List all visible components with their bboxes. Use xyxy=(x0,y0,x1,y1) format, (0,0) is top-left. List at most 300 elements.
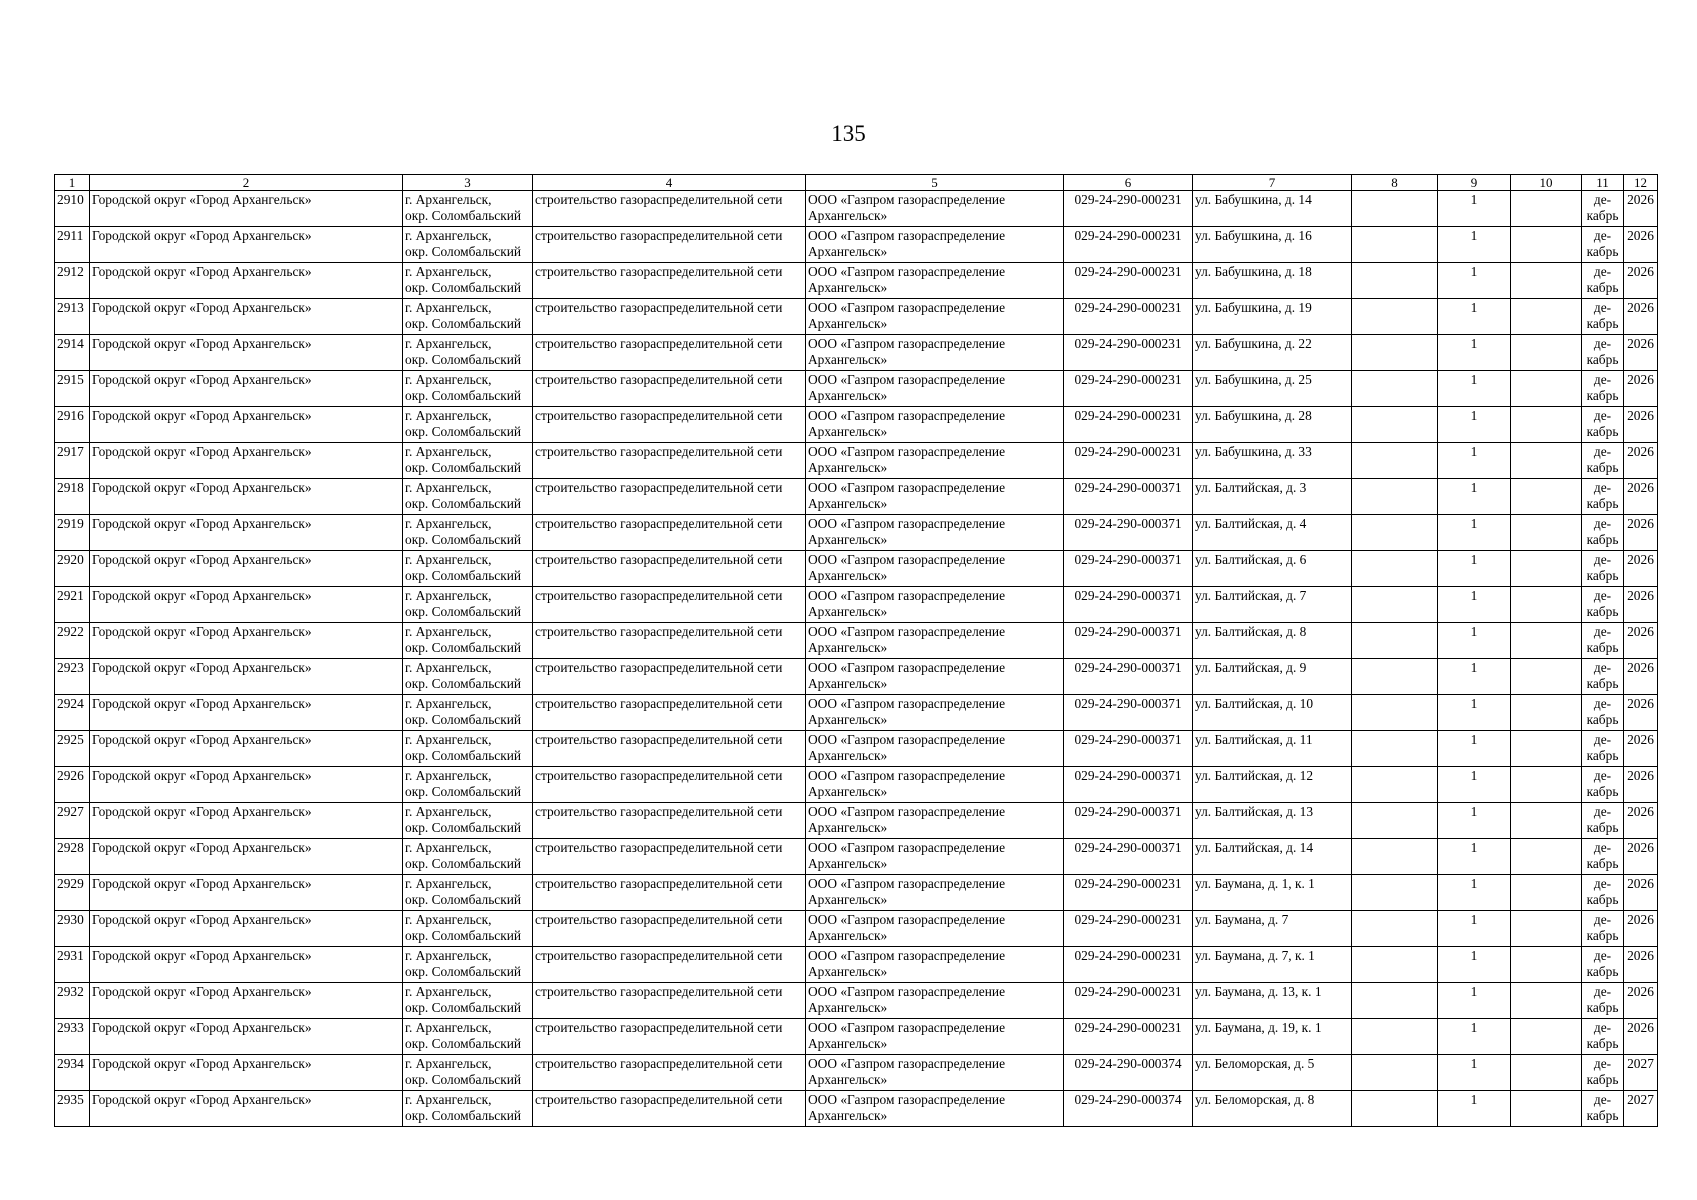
address-cell: ул. Балтийская, д. 3 xyxy=(1193,479,1352,515)
count-cell: 1 xyxy=(1438,335,1511,371)
column-8-cell xyxy=(1352,731,1438,767)
month-part-2: кабрь xyxy=(1586,676,1619,691)
organization-name: ООО «Газпром газораспределение xyxy=(808,444,1006,459)
month-cell xyxy=(1582,659,1624,695)
work-type-cell: строительство газораспределительной сети xyxy=(533,911,806,947)
organization-name: ООО «Газпром газораспределение xyxy=(808,480,1006,495)
municipality-cell: Городской округ «Город Архангельск» xyxy=(90,227,403,263)
address-cell: ул. Балтийская, д. 12 xyxy=(1193,767,1352,803)
month-cell xyxy=(1582,551,1624,587)
column-header: 8 xyxy=(1352,175,1438,191)
month-cell xyxy=(1582,335,1624,371)
month-part-2: кабрь xyxy=(1586,280,1619,295)
locality-district: окр. Соломбальский xyxy=(405,856,522,871)
year-cell: 2026 xyxy=(1624,227,1658,263)
table-row xyxy=(55,551,1658,587)
object-code-cell: 029-24-290-000231 xyxy=(1064,875,1193,911)
table-row xyxy=(55,767,1658,803)
month-part-1: де- xyxy=(1593,1092,1612,1107)
locality-district: окр. Соломбальский xyxy=(405,712,522,727)
column-header: 10 xyxy=(1511,175,1582,191)
column-header: 3 xyxy=(403,175,533,191)
organization-name: ООО «Газпром газораспределение xyxy=(808,588,1006,603)
year-cell: 2026 xyxy=(1624,659,1658,695)
month-part-2: кабрь xyxy=(1586,352,1619,367)
organization-cell xyxy=(806,1019,1064,1055)
organization-cell xyxy=(806,695,1064,731)
organization-cell xyxy=(806,587,1064,623)
object-code-cell: 029-24-290-000371 xyxy=(1064,587,1193,623)
organization-cell xyxy=(806,407,1064,443)
column-10-cell xyxy=(1511,263,1582,299)
locality-cell xyxy=(403,335,533,371)
work-type-cell: строительство газораспределительной сети xyxy=(533,227,806,263)
month-part-1: де- xyxy=(1593,1056,1612,1071)
month-part-2: кабрь xyxy=(1586,208,1619,223)
organization-name: ООО «Газпром газораспределение xyxy=(808,876,1006,891)
object-code-cell: 029-24-290-000231 xyxy=(1064,335,1193,371)
table-row xyxy=(55,875,1658,911)
column-10-cell xyxy=(1511,1091,1582,1127)
month-part-2: кабрь xyxy=(1586,388,1619,403)
month-part-1: де- xyxy=(1593,804,1612,819)
organization-region: Архангельск» xyxy=(808,1108,888,1123)
month-part-1: де- xyxy=(1593,768,1612,783)
month-part-2: кабрь xyxy=(1586,1072,1619,1087)
organization-region: Архангельск» xyxy=(808,388,888,403)
organization-name: ООО «Газпром газораспределение xyxy=(808,1056,1006,1071)
row-number: 2926 xyxy=(55,767,90,803)
month-part-2: кабрь xyxy=(1586,316,1619,331)
table-row xyxy=(55,695,1658,731)
municipality-cell: Городской округ «Город Архангельск» xyxy=(90,911,403,947)
count-cell: 1 xyxy=(1438,839,1511,875)
year-cell: 2026 xyxy=(1624,875,1658,911)
month-part-1: де- xyxy=(1593,228,1612,243)
address-cell: ул. Бабушкина, д. 22 xyxy=(1193,335,1352,371)
address-cell: ул. Баумана, д. 19, к. 1 xyxy=(1193,1019,1352,1055)
table-row xyxy=(55,947,1658,983)
work-type-cell: строительство газораспределительной сети xyxy=(533,1055,806,1091)
organization-region: Архангельск» xyxy=(808,496,888,511)
object-code-cell: 029-24-290-000371 xyxy=(1064,515,1193,551)
year-cell: 2026 xyxy=(1624,695,1658,731)
column-10-cell xyxy=(1511,1055,1582,1091)
organization-name: ООО «Газпром газораспределение xyxy=(808,912,1006,927)
organization-cell xyxy=(806,803,1064,839)
row-number: 2927 xyxy=(55,803,90,839)
address-cell: ул. Балтийская, д. 4 xyxy=(1193,515,1352,551)
organization-region: Архангельск» xyxy=(808,244,888,259)
locality-district: окр. Соломбальский xyxy=(405,1036,522,1051)
month-cell xyxy=(1582,839,1624,875)
locality-city: г. Архангельск, xyxy=(405,1092,492,1107)
count-cell: 1 xyxy=(1438,263,1511,299)
organization-cell xyxy=(806,479,1064,515)
locality-district: окр. Соломбальский xyxy=(405,820,522,835)
count-cell: 1 xyxy=(1438,1091,1511,1127)
year-cell: 2026 xyxy=(1624,443,1658,479)
month-cell xyxy=(1582,731,1624,767)
address-cell: ул. Бабушкина, д. 28 xyxy=(1193,407,1352,443)
year-cell: 2026 xyxy=(1624,515,1658,551)
month-cell xyxy=(1582,587,1624,623)
work-type-cell: строительство газораспределительной сети xyxy=(533,587,806,623)
locality-city: г. Архангельск, xyxy=(405,804,492,819)
count-cell: 1 xyxy=(1438,227,1511,263)
organization-cell xyxy=(806,263,1064,299)
year-cell: 2026 xyxy=(1624,479,1658,515)
organization-region: Архангельск» xyxy=(808,676,888,691)
work-type-cell: строительство газораспределительной сети xyxy=(533,407,806,443)
month-part-1: де- xyxy=(1593,300,1612,315)
locality-cell xyxy=(403,191,533,227)
locality-district: окр. Соломбальский xyxy=(405,388,522,403)
column-header: 5 xyxy=(806,175,1064,191)
month-cell xyxy=(1582,407,1624,443)
column-10-cell xyxy=(1511,803,1582,839)
locality-cell xyxy=(403,1019,533,1055)
address-cell: ул. Баумана, д. 7, к. 1 xyxy=(1193,947,1352,983)
locality-district: окр. Соломбальский xyxy=(405,604,522,619)
municipality-cell: Городской округ «Город Архангельск» xyxy=(90,191,403,227)
locality-cell xyxy=(403,803,533,839)
row-number: 2924 xyxy=(55,695,90,731)
month-part-2: кабрь xyxy=(1586,424,1619,439)
object-code-cell: 029-24-290-000231 xyxy=(1064,227,1193,263)
work-type-cell: строительство газораспределительной сети xyxy=(533,947,806,983)
organization-name: ООО «Газпром газораспределение xyxy=(808,300,1006,315)
month-part-1: де- xyxy=(1593,264,1612,279)
count-cell: 1 xyxy=(1438,1019,1511,1055)
month-part-1: де- xyxy=(1593,912,1612,927)
locality-cell xyxy=(403,767,533,803)
work-type-cell: строительство газораспределительной сети xyxy=(533,1019,806,1055)
organization-region: Архангельск» xyxy=(808,892,888,907)
column-10-cell xyxy=(1511,587,1582,623)
locality-city: г. Архангельск, xyxy=(405,984,492,999)
organization-name: ООО «Газпром газораспределение xyxy=(808,660,1006,675)
row-number: 2923 xyxy=(55,659,90,695)
table-row xyxy=(55,1055,1658,1091)
object-code-cell: 029-24-290-000371 xyxy=(1064,659,1193,695)
locality-city: г. Архангельск, xyxy=(405,480,492,495)
row-number: 2928 xyxy=(55,839,90,875)
address-cell: ул. Бабушкина, д. 25 xyxy=(1193,371,1352,407)
column-10-cell xyxy=(1511,659,1582,695)
object-code-cell: 029-24-290-000231 xyxy=(1064,947,1193,983)
row-number: 2911 xyxy=(55,227,90,263)
count-cell: 1 xyxy=(1438,551,1511,587)
month-cell xyxy=(1582,227,1624,263)
organization-cell xyxy=(806,191,1064,227)
table-row xyxy=(55,983,1658,1019)
locality-cell xyxy=(403,551,533,587)
organization-region: Архангельск» xyxy=(808,280,888,295)
locality-city: г. Архангельск, xyxy=(405,840,492,855)
locality-district: окр. Соломбальский xyxy=(405,748,522,763)
month-cell xyxy=(1582,911,1624,947)
address-cell: ул. Балтийская, д. 8 xyxy=(1193,623,1352,659)
organization-cell xyxy=(806,659,1064,695)
work-type-cell: строительство газораспределительной сети xyxy=(533,551,806,587)
organization-name: ООО «Газпром газораспределение xyxy=(808,732,1006,747)
month-part-1: де- xyxy=(1593,660,1612,675)
register-table xyxy=(54,174,1658,1127)
row-number: 2930 xyxy=(55,911,90,947)
column-10-cell xyxy=(1511,407,1582,443)
locality-city: г. Архангельск, xyxy=(405,768,492,783)
column-8-cell xyxy=(1352,875,1438,911)
column-8-cell xyxy=(1352,443,1438,479)
column-10-cell xyxy=(1511,983,1582,1019)
locality-cell xyxy=(403,515,533,551)
month-part-2: кабрь xyxy=(1586,712,1619,727)
locality-cell xyxy=(403,227,533,263)
column-10-cell xyxy=(1511,443,1582,479)
month-part-2: кабрь xyxy=(1586,964,1619,979)
organization-name: ООО «Газпром газораспределение xyxy=(808,804,1006,819)
column-header: 2 xyxy=(90,175,403,191)
month-part-1: де- xyxy=(1593,1020,1612,1035)
month-part-2: кабрь xyxy=(1586,856,1619,871)
count-cell: 1 xyxy=(1438,875,1511,911)
month-part-1: де- xyxy=(1593,372,1612,387)
address-cell: ул. Бабушкина, д. 18 xyxy=(1193,263,1352,299)
organization-region: Архангельск» xyxy=(808,1036,888,1051)
table-row xyxy=(55,443,1658,479)
locality-district: окр. Соломбальский xyxy=(405,1000,522,1015)
table-row xyxy=(55,407,1658,443)
organization-name: ООО «Газпром газораспределение xyxy=(808,372,1006,387)
work-type-cell: строительство газораспределительной сети xyxy=(533,695,806,731)
month-cell xyxy=(1582,947,1624,983)
organization-cell xyxy=(806,335,1064,371)
column-header: 4 xyxy=(533,175,806,191)
column-8-cell xyxy=(1352,227,1438,263)
table-row xyxy=(55,587,1658,623)
row-number: 2929 xyxy=(55,875,90,911)
municipality-cell: Городской округ «Город Архангельск» xyxy=(90,983,403,1019)
month-part-2: кабрь xyxy=(1586,820,1619,835)
year-cell: 2026 xyxy=(1624,191,1658,227)
table-row xyxy=(55,191,1658,227)
column-header: 9 xyxy=(1438,175,1511,191)
address-cell: ул. Баумана, д. 1, к. 1 xyxy=(1193,875,1352,911)
locality-cell xyxy=(403,623,533,659)
locality-district: окр. Соломбальский xyxy=(405,316,522,331)
organization-cell xyxy=(806,371,1064,407)
column-10-cell xyxy=(1511,875,1582,911)
organization-region: Архангельск» xyxy=(808,568,888,583)
municipality-cell: Городской округ «Город Архангельск» xyxy=(90,839,403,875)
locality-district: окр. Соломбальский xyxy=(405,892,522,907)
organization-region: Архангельск» xyxy=(808,640,888,655)
year-cell: 2026 xyxy=(1624,263,1658,299)
locality-district: окр. Соломбальский xyxy=(405,928,522,943)
month-part-2: кабрь xyxy=(1586,460,1619,475)
organization-region: Архангельск» xyxy=(808,1000,888,1015)
month-part-1: де- xyxy=(1593,480,1612,495)
column-10-cell xyxy=(1511,947,1582,983)
object-code-cell: 029-24-290-000231 xyxy=(1064,443,1193,479)
column-10-cell xyxy=(1511,695,1582,731)
object-code-cell: 029-24-290-000371 xyxy=(1064,479,1193,515)
work-type-cell: строительство газораспределительной сети xyxy=(533,731,806,767)
row-number: 2922 xyxy=(55,623,90,659)
address-cell: ул. Балтийская, д. 13 xyxy=(1193,803,1352,839)
object-code-cell: 029-24-290-000231 xyxy=(1064,407,1193,443)
row-number: 2919 xyxy=(55,515,90,551)
month-part-2: кабрь xyxy=(1586,604,1619,619)
year-cell: 2026 xyxy=(1624,1019,1658,1055)
work-type-cell: строительство газораспределительной сети xyxy=(533,335,806,371)
table-row xyxy=(55,371,1658,407)
municipality-cell: Городской округ «Город Архангельск» xyxy=(90,875,403,911)
organization-name: ООО «Газпром газораспределение xyxy=(808,948,1006,963)
locality-cell xyxy=(403,1091,533,1127)
count-cell: 1 xyxy=(1438,947,1511,983)
table-body xyxy=(55,191,1658,1127)
count-cell: 1 xyxy=(1438,191,1511,227)
object-code-cell: 029-24-290-000374 xyxy=(1064,1055,1193,1091)
table-row xyxy=(55,335,1658,371)
month-part-1: де- xyxy=(1593,336,1612,351)
object-code-cell: 029-24-290-000231 xyxy=(1064,911,1193,947)
month-part-2: кабрь xyxy=(1586,748,1619,763)
organization-name: ООО «Газпром газораспределение xyxy=(808,984,1006,999)
municipality-cell: Городской округ «Город Архангельск» xyxy=(90,767,403,803)
locality-district: окр. Соломбальский xyxy=(405,1072,522,1087)
table-row xyxy=(55,839,1658,875)
organization-region: Архангельск» xyxy=(808,208,888,223)
locality-city: г. Архангельск, xyxy=(405,300,492,315)
month-part-2: кабрь xyxy=(1586,1108,1619,1123)
month-part-1: де- xyxy=(1593,408,1612,423)
column-10-cell xyxy=(1511,551,1582,587)
month-cell xyxy=(1582,191,1624,227)
organization-cell xyxy=(806,1091,1064,1127)
row-number: 2934 xyxy=(55,1055,90,1091)
locality-district: окр. Соломбальский xyxy=(405,568,522,583)
locality-cell xyxy=(403,443,533,479)
object-code-cell: 029-24-290-000231 xyxy=(1064,371,1193,407)
organization-region: Архангельск» xyxy=(808,316,888,331)
year-cell: 2026 xyxy=(1624,803,1658,839)
month-part-1: де- xyxy=(1593,552,1612,567)
column-8-cell xyxy=(1352,335,1438,371)
object-code-cell: 029-24-290-000374 xyxy=(1064,1091,1193,1127)
address-cell: ул. Балтийская, д. 14 xyxy=(1193,839,1352,875)
municipality-cell: Городской округ «Город Архангельск» xyxy=(90,1055,403,1091)
address-cell: ул. Баумана, д. 13, к. 1 xyxy=(1193,983,1352,1019)
column-8-cell xyxy=(1352,659,1438,695)
column-8-cell xyxy=(1352,695,1438,731)
month-part-1: де- xyxy=(1593,696,1612,711)
table-row xyxy=(55,263,1658,299)
row-number: 2910 xyxy=(55,191,90,227)
work-type-cell: строительство газораспределительной сети xyxy=(533,479,806,515)
table-row xyxy=(55,227,1658,263)
work-type-cell: строительство газораспределительной сети xyxy=(533,767,806,803)
row-number: 2931 xyxy=(55,947,90,983)
column-8-cell xyxy=(1352,299,1438,335)
column-8-cell xyxy=(1352,479,1438,515)
municipality-cell: Городской округ «Город Архангельск» xyxy=(90,335,403,371)
locality-district: окр. Соломбальский xyxy=(405,784,522,799)
municipality-cell: Городской округ «Город Архангельск» xyxy=(90,947,403,983)
locality-district: окр. Соломбальский xyxy=(405,280,522,295)
column-header: 6 xyxy=(1064,175,1193,191)
year-cell: 2026 xyxy=(1624,335,1658,371)
count-cell: 1 xyxy=(1438,479,1511,515)
year-cell: 2026 xyxy=(1624,911,1658,947)
year-cell: 2026 xyxy=(1624,371,1658,407)
row-number: 2935 xyxy=(55,1091,90,1127)
organization-region: Архангельск» xyxy=(808,784,888,799)
year-cell: 2027 xyxy=(1624,1055,1658,1091)
month-cell xyxy=(1582,299,1624,335)
count-cell: 1 xyxy=(1438,659,1511,695)
object-code-cell: 029-24-290-000231 xyxy=(1064,263,1193,299)
column-10-cell xyxy=(1511,479,1582,515)
month-part-2: кабрь xyxy=(1586,568,1619,583)
column-10-cell xyxy=(1511,299,1582,335)
locality-cell xyxy=(403,407,533,443)
work-type-cell: строительство газораспределительной сети xyxy=(533,1091,806,1127)
month-part-1: де- xyxy=(1593,624,1612,639)
work-type-cell: строительство газораспределительной сети xyxy=(533,839,806,875)
column-8-cell xyxy=(1352,803,1438,839)
address-cell: ул. Балтийская, д. 10 xyxy=(1193,695,1352,731)
count-cell: 1 xyxy=(1438,911,1511,947)
year-cell: 2026 xyxy=(1624,299,1658,335)
column-8-cell xyxy=(1352,623,1438,659)
column-8-cell xyxy=(1352,1055,1438,1091)
month-cell xyxy=(1582,443,1624,479)
column-10-cell xyxy=(1511,731,1582,767)
object-code-cell: 029-24-290-000231 xyxy=(1064,299,1193,335)
year-cell: 2026 xyxy=(1624,983,1658,1019)
locality-district: окр. Соломбальский xyxy=(405,532,522,547)
column-10-cell xyxy=(1511,335,1582,371)
table-row xyxy=(55,911,1658,947)
month-part-1: де- xyxy=(1593,948,1612,963)
month-part-1: де- xyxy=(1593,192,1612,207)
table-row xyxy=(55,731,1658,767)
locality-city: г. Архангельск, xyxy=(405,372,492,387)
locality-city: г. Архангельск, xyxy=(405,912,492,927)
locality-cell xyxy=(403,479,533,515)
object-code-cell: 029-24-290-000231 xyxy=(1064,1019,1193,1055)
locality-city: г. Архангельск, xyxy=(405,408,492,423)
work-type-cell: строительство газораспределительной сети xyxy=(533,371,806,407)
work-type-cell: строительство газораспределительной сети xyxy=(533,983,806,1019)
organization-cell xyxy=(806,983,1064,1019)
column-8-cell xyxy=(1352,515,1438,551)
municipality-cell: Городской округ «Город Архангельск» xyxy=(90,371,403,407)
work-type-cell: строительство газораспределительной сети xyxy=(533,191,806,227)
municipality-cell: Городской округ «Город Архангельск» xyxy=(90,443,403,479)
organization-cell xyxy=(806,551,1064,587)
municipality-cell: Городской округ «Город Архангельск» xyxy=(90,731,403,767)
locality-city: г. Архангельск, xyxy=(405,1056,492,1071)
count-cell: 1 xyxy=(1438,443,1511,479)
locality-cell xyxy=(403,1055,533,1091)
locality-district: окр. Соломбальский xyxy=(405,424,522,439)
column-8-cell xyxy=(1352,191,1438,227)
locality-cell xyxy=(403,911,533,947)
